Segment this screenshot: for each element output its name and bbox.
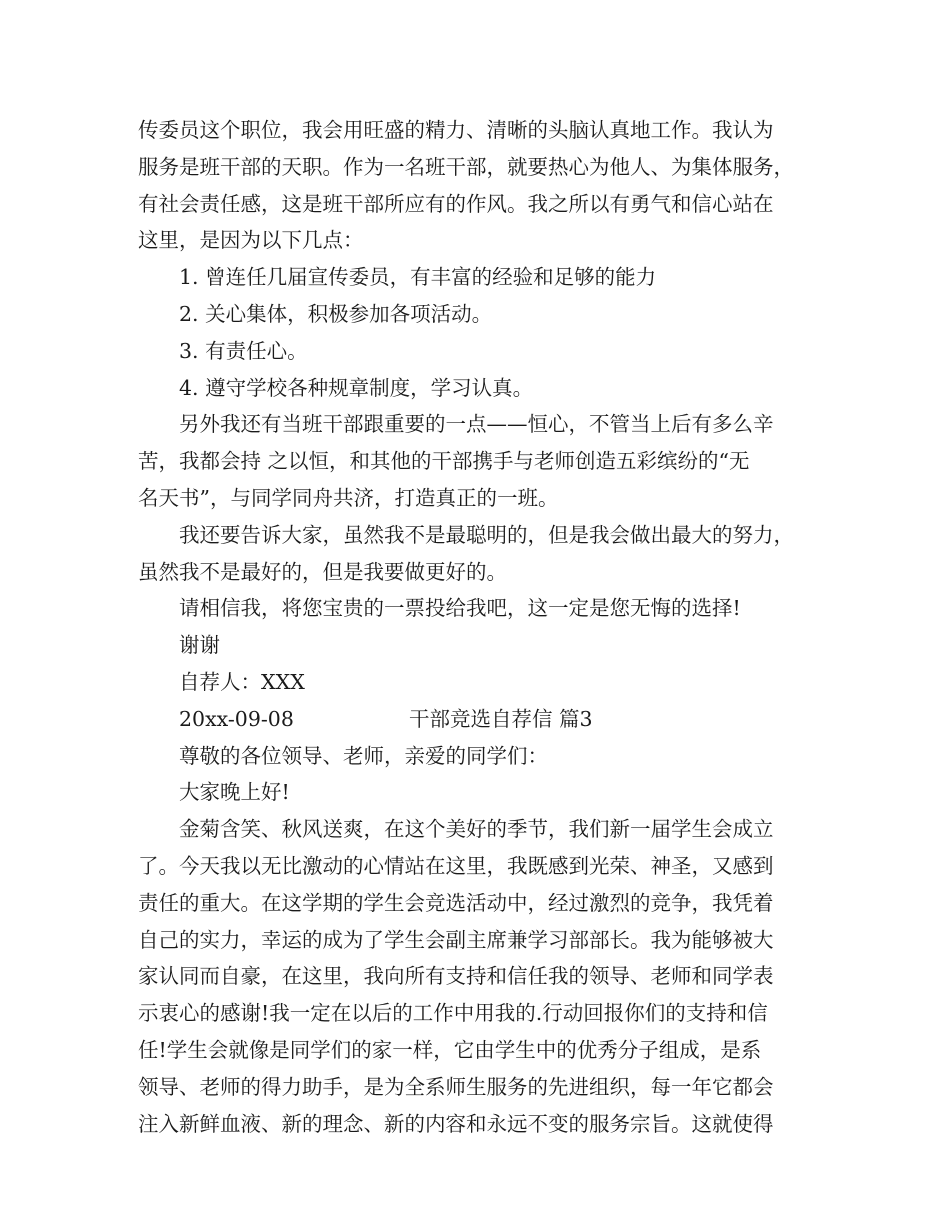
text-line: 谢谢	[179, 633, 220, 658]
text-line: 服务是班干部的天职。作为一名班干部，就要热心为他人、为集体服务，	[138, 154, 794, 179]
text-line: 家认同而自豪，在这里，我向所有支持和信任我的领导、老师和同学表	[138, 964, 774, 989]
text-line: 示衷心的感谢!我一定在以后的工作中用我的.行动回报你们的支持和信	[138, 1001, 768, 1026]
text-line: 金菊含笑、秋风送爽，在这个美好的季节，我们新一届学生会成立	[179, 817, 774, 842]
text-line: 自己的实力，幸运的成为了学生会副主席兼学习部部长。我为能够被大	[138, 927, 774, 952]
document-page	[138, 112, 818, 1142]
text-line: 任!学生会就像是同学们的家一样，它由学生中的优秀分子组成，是系	[138, 1037, 762, 1062]
text-line: 有社会责任感，这是班干部所应有的作风。我之所以有勇气和信心站在	[138, 191, 774, 216]
text-line: 4. 遵守学校各种规章制度，学习认真。	[179, 375, 534, 400]
text-line: 1. 曾连任几届宣传委员，有丰富的经验和足够的能力	[179, 265, 657, 290]
text-line: 大家晚上好!	[179, 780, 290, 805]
body-text-block	[138, 112, 818, 701]
text-line: 名天书”，与同学同舟共济，打造真正的一班。	[138, 485, 559, 510]
section-heading: 干部竞选自荐信 篇3	[409, 706, 593, 731]
text-line: 另外我还有当班干部跟重要的一点——恒心，不管当上后有多么辛	[179, 412, 774, 437]
text-line: 传委员这个职位，我会用旺盛的精力、清晰的头脑认真地工作。我认为	[138, 118, 774, 142]
dateline	[138, 701, 818, 738]
text-line: 领导、老师的得力助手，是为全系师生服务的先进组织，每一年它都会	[138, 1074, 774, 1099]
text-line: 2. 关心集体，积极参加各项活动。	[179, 301, 493, 326]
text-line: 这里，是因为以下几点：	[138, 228, 364, 253]
text-line: 注入新鲜血液、新的理念、新的内容和永远不变的服务宗旨。这就使得	[138, 1111, 774, 1136]
text-line: 虽然我不是最好的，但是我要做更好的。	[138, 559, 507, 584]
text-line: 责任的重大。在这学期的学生会竞选活动中，经过激烈的竞争，我凭着	[138, 890, 774, 915]
text-line: 请相信我，将您宝贵的一票投给我吧，这一定是您无悔的选择!	[179, 596, 741, 621]
text-line: 我还要告诉大家，虽然我不是最聪明的，但是我会做出最大的努力，	[179, 522, 794, 547]
text-line: 苦，我都会持 之以恒，和其他的干部携手与老师创造五彩缤纷的“无	[138, 449, 750, 474]
text-line: 了。今天我以无比激动的心情站在这里，我既感到光荣、神圣，又感到	[138, 853, 774, 878]
text-line: 自荐人：XXX	[179, 669, 305, 694]
text-line: 3. 有责任心。	[179, 338, 308, 363]
text-line: 尊敬的各位领导、老师，亲爱的同学们：	[179, 743, 548, 768]
letter-date: 20xx-09-08	[179, 706, 294, 731]
body-text-block-2	[138, 738, 818, 1143]
